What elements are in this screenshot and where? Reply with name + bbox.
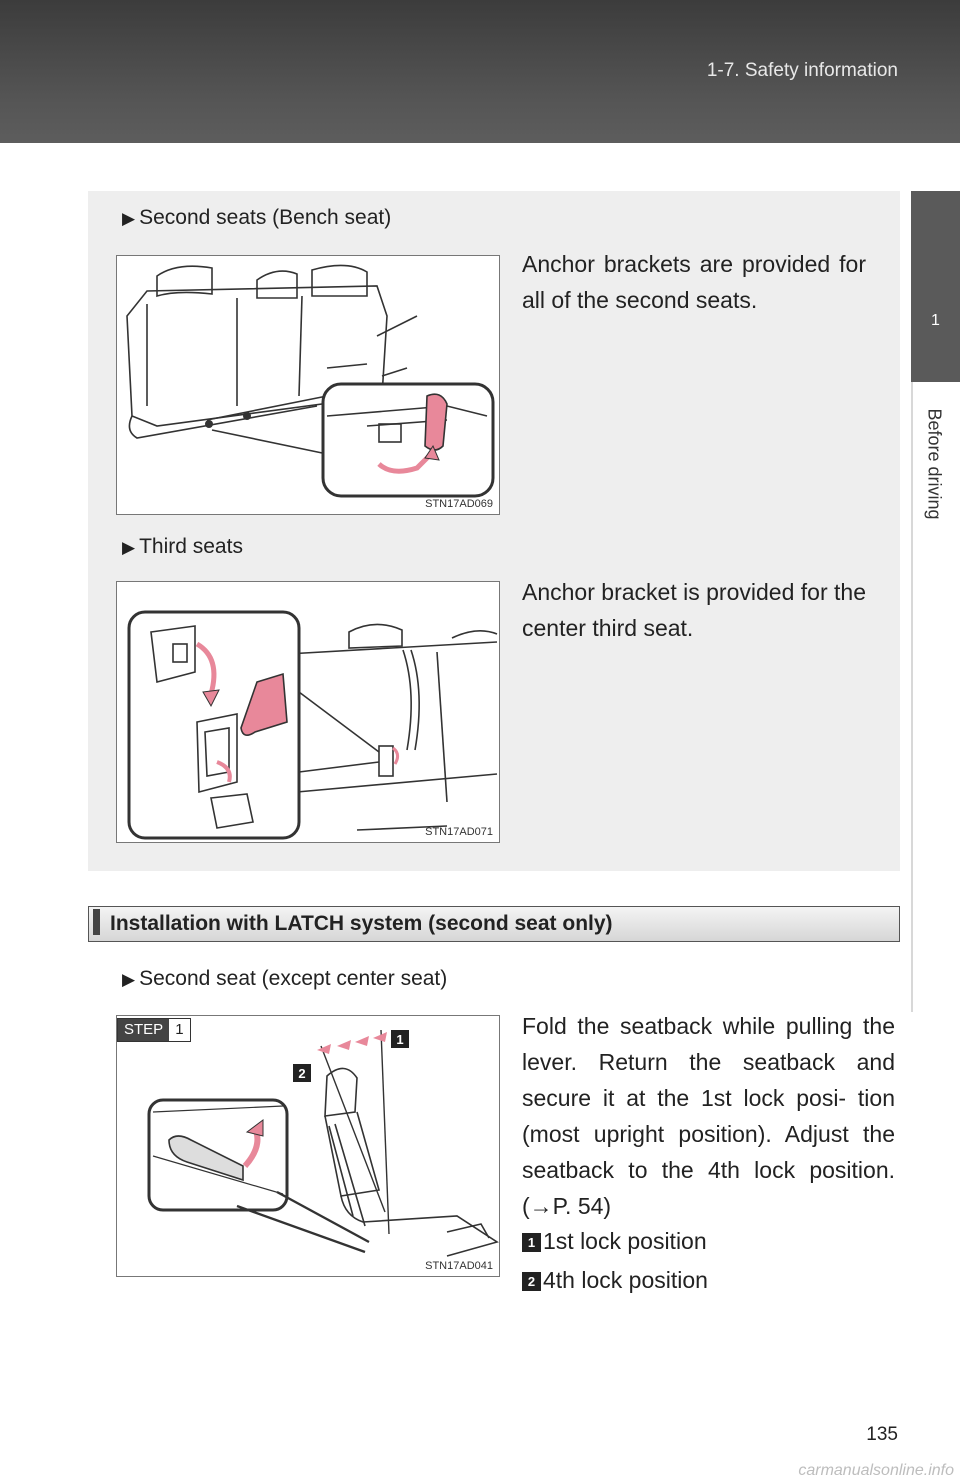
legend-item: 2 4th lock position [522,1267,708,1294]
step-number: 1 [175,1021,184,1038]
callout-2: 2 [298,1066,306,1081]
third-seats-text: Anchor bracket is provided for the center third seat. [522,579,866,641]
legend-badge: 2 [522,1272,541,1291]
third-seat-illustration [117,582,500,843]
installation-text: Fold the seatback while pulling the lever. Return the seatback and secure it at the 1st lock posi- tion (most upright position). Adjust the seatback to the 4th lock position. (→P. 54) [522,1013,895,1219]
page-number: 135 [866,1424,898,1445]
figure-code: STN17AD041 [425,1260,493,1272]
chapter-tab-number: 1 [931,312,940,329]
third-seats-figure [116,581,500,843]
second-seats-text: Anchor brackets are provided for all of the second seats. [522,251,866,313]
title-bar-marker [93,909,100,935]
callout-1: 1 [396,1032,404,1047]
watermark: carmanualsonline.info [798,1462,954,1479]
step1-figure [116,1015,500,1277]
figure-code: STN17AD071 [425,826,493,838]
step-badge [117,1018,191,1042]
installation-subheading: ▶ Second seat (except center seat) [122,967,447,991]
page-header [0,0,960,143]
legend-badge: 1 [522,1233,541,1252]
section-title: Installation with LATCH system (second seat only) [88,906,900,942]
legend-item: 1 1st lock position [522,1228,707,1255]
second-seats-heading: ▶ Second seats (Bench seat) [122,206,391,230]
step-label: STEP [118,1019,169,1041]
third-seats-heading: ▶ Third seats [122,535,243,559]
seatback-lever-illustration [117,1016,500,1277]
side-divider [911,382,913,1012]
chapter-tab-label: Before driving [924,408,945,520]
second-seats-figure [116,255,500,515]
bench-seat-illustration [117,256,500,515]
figure-code: STN17AD069 [425,498,493,510]
chapter-tab[interactable] [911,191,960,382]
header-section-title: 1-7. Safety information [706,60,898,81]
